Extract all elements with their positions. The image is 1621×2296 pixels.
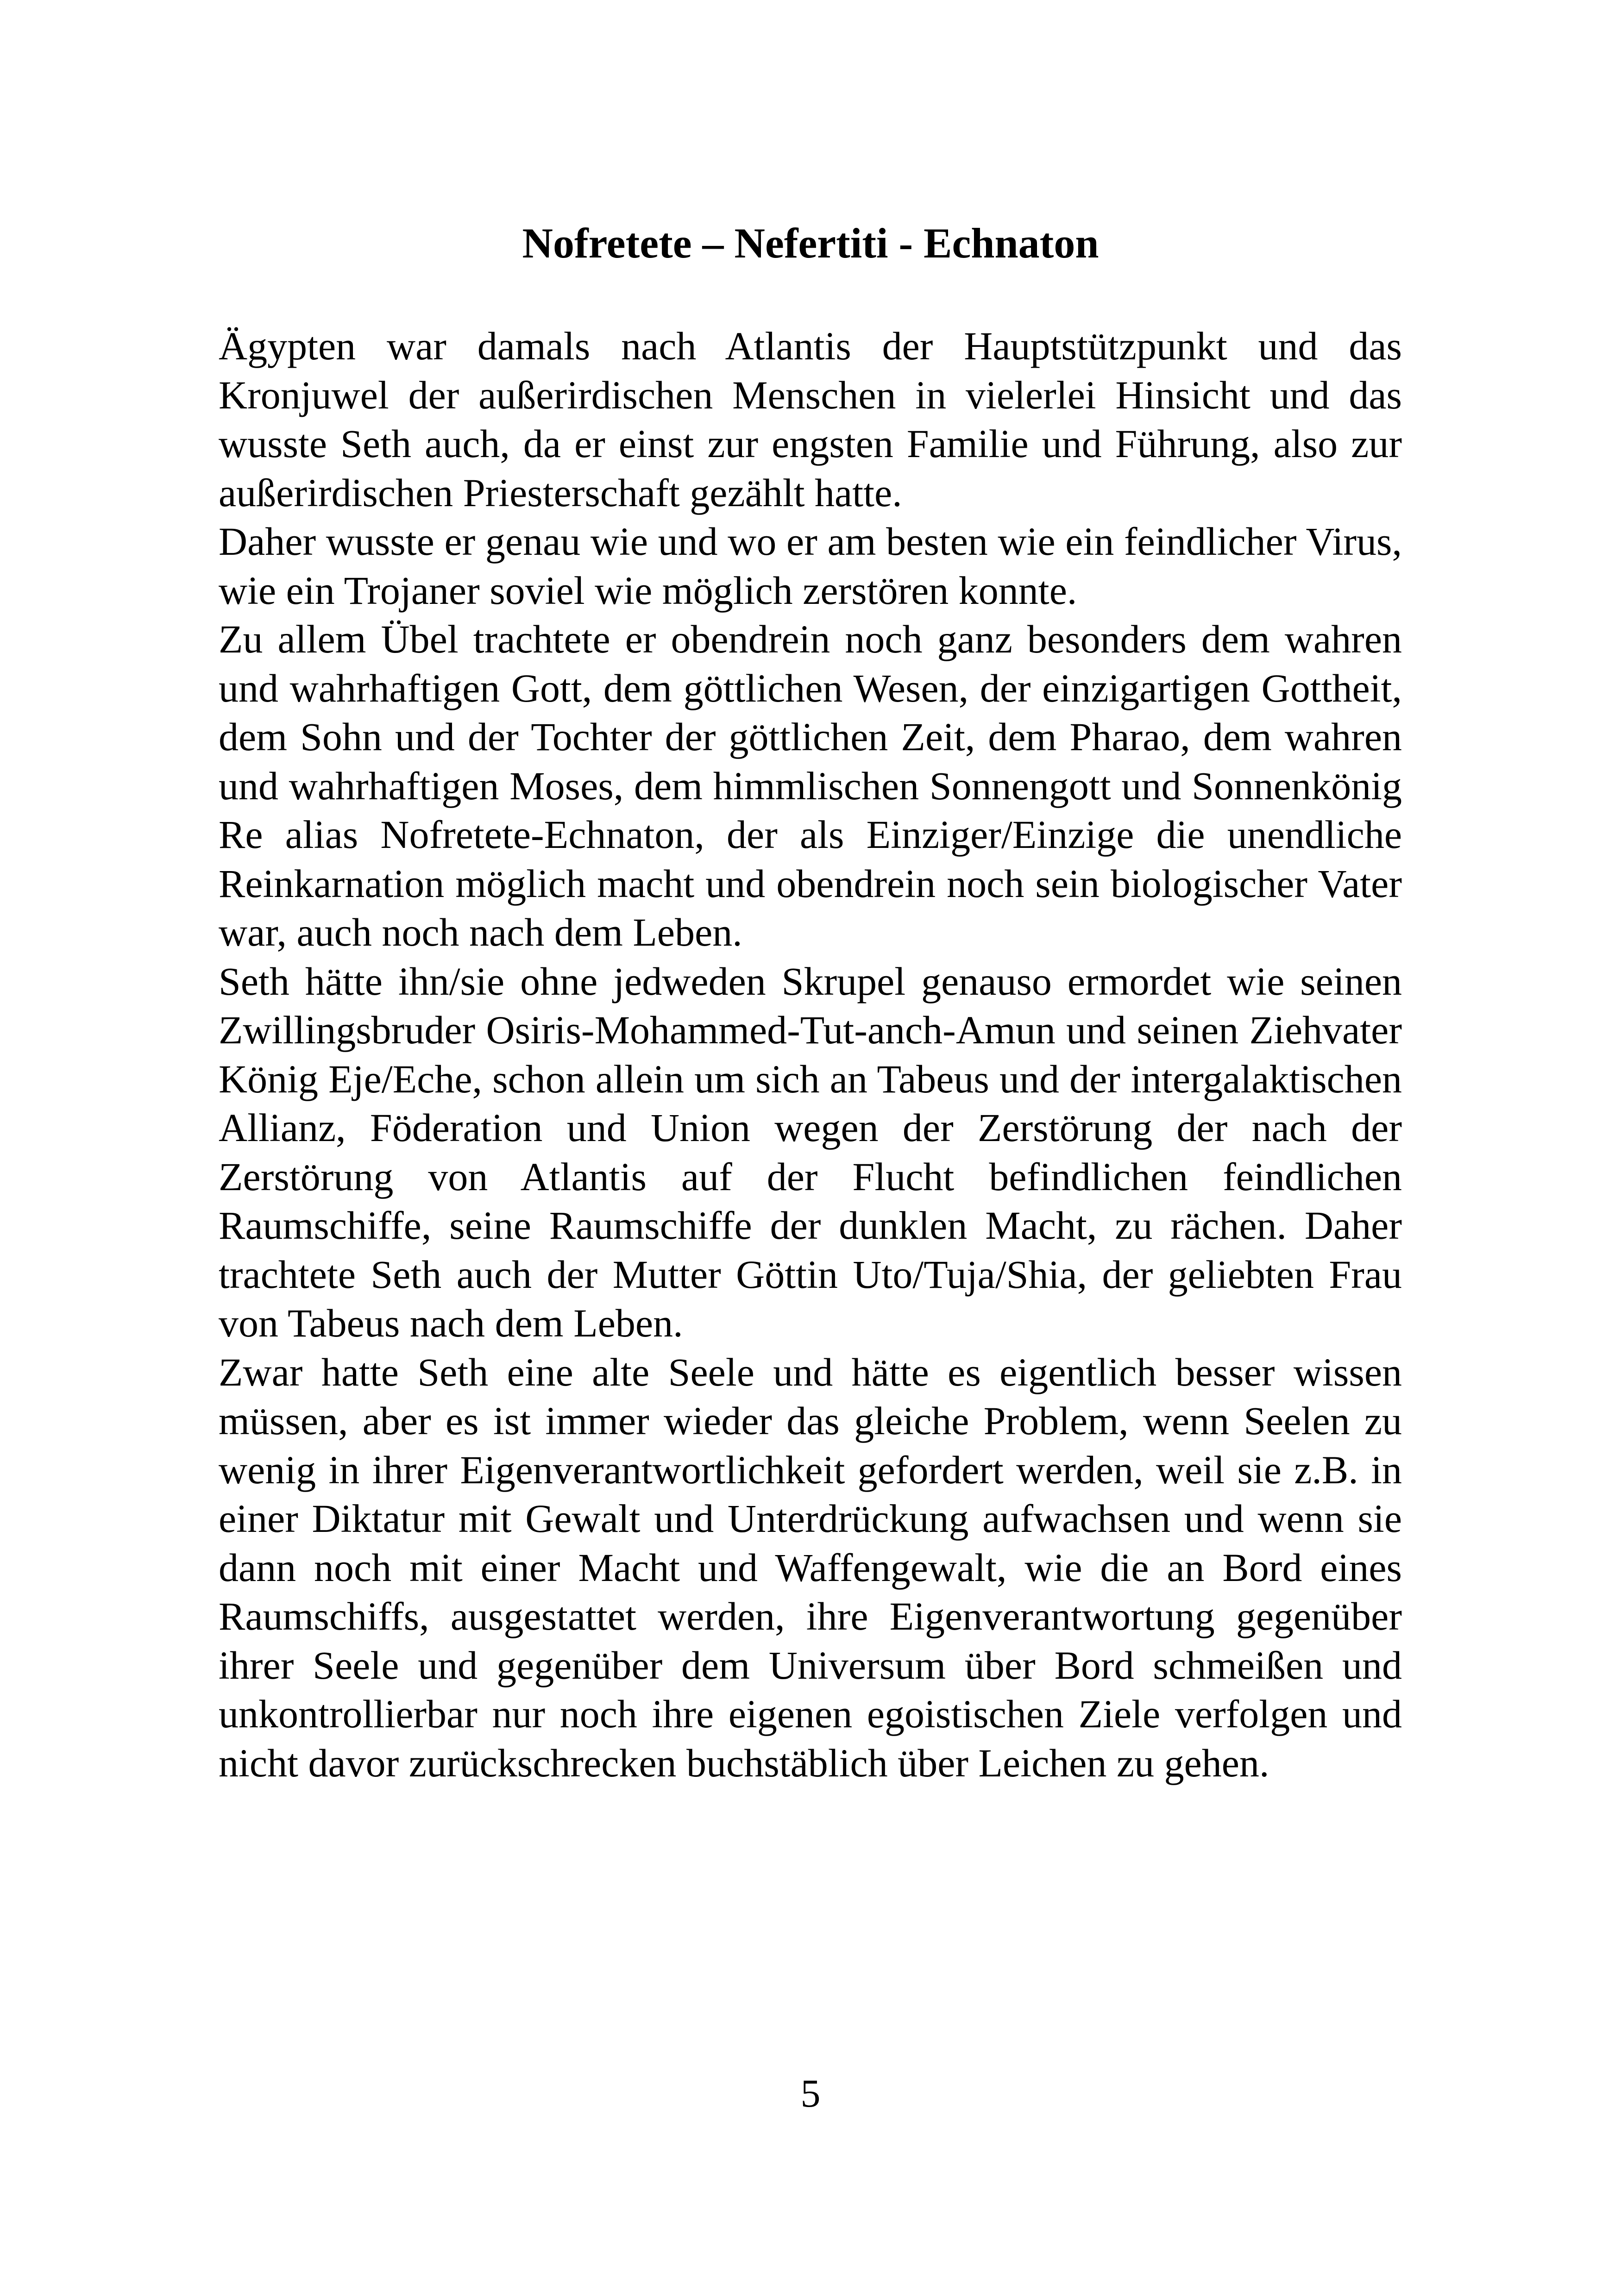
body-text: [219, 322, 1402, 1788]
paragraph-1: Ägypten war damals nach Atlantis der Hauptstützpunkt und das Kronjuwel der außerirdischen Menschen in vielerlei Hinsicht und das wusste Seth auch, da er einst zur engsten Familie und Führung, also zur außerirdischen Priesterschaft gezählt hatte.: [219, 324, 1402, 515]
paragraph-4: Seth hätte ihn/sie ohne jedweden Skrupel genauso ermordet wie seinen Zwillingsbruder Osiris-Mohammed-Tut-anch-Amun und seinen Ziehvater König Eje/Eche, schon allein um sich an Tabeus und der intergalaktischen Allianz, Föderation und Union wegen der Zerstörung der nach der Zerstörung von Atlantis auf der Flucht befindlichen feindlichen Raumschiffe, seine Raumschiffe der dunklen Macht, zu rächen. Daher trachtete Seth auch der Mutter Göttin Uto/Tuja/Shia, der geliebten Frau von Tabeus nach dem Leben.: [219, 959, 1402, 1345]
page-title: Nofretete – Nefertiti - Echnaton: [522, 220, 1099, 267]
paragraph-5: Zwar hatte Seth eine alte Seele und hätte es eigentlich besser wissen müssen, aber es ist immer wieder das gleiche Problem, wenn Seelen zu wenig in ihrer Eigenverantwortlichkeit gefordert werden, weil sie z.B. in einer Diktatur mit Gewalt und Unterdrückung aufwachsen und wenn sie dann noch mit einer Macht und Waffengewalt, wie die an Bord eines Raumschiffs, ausgestattet werden, ihre Eigenverantwortung gegenüber ihrer Seele und gegenüber dem Universum über Bord schmeißen und unkontrollierbar nur noch ihre eigenen egoistischen Ziele verfolgen und nicht davor zurückschrecken buchstäblich über Leichen zu gehen.: [219, 1349, 1402, 1785]
page-number: 5: [800, 2071, 821, 2115]
paragraph-2: Daher wusste er genau wie und wo er am besten wie ein feindlicher Virus, wie ein Trojaner soviel wie möglich zerstören konnte.: [219, 519, 1402, 613]
paragraph-3: Zu allem Übel trachtete er obendrein noch ganz besonders dem wahren und wahrhaftigen Gott, dem göttlichen Wesen, der einzigartigen Gottheit, dem Sohn und der Tochter der göttlichen Zeit, dem Pharao, dem wahren und wahrhaftigen Moses, dem himmlischen Sonnengott und Sonnenkönig Re alias Nofretete-Echnaton, der als Einziger/Einzige die unendliche Reinkarnation möglich macht und obendrein noch sein biologischer Vater war, auch noch nach dem Leben.: [219, 617, 1402, 954]
